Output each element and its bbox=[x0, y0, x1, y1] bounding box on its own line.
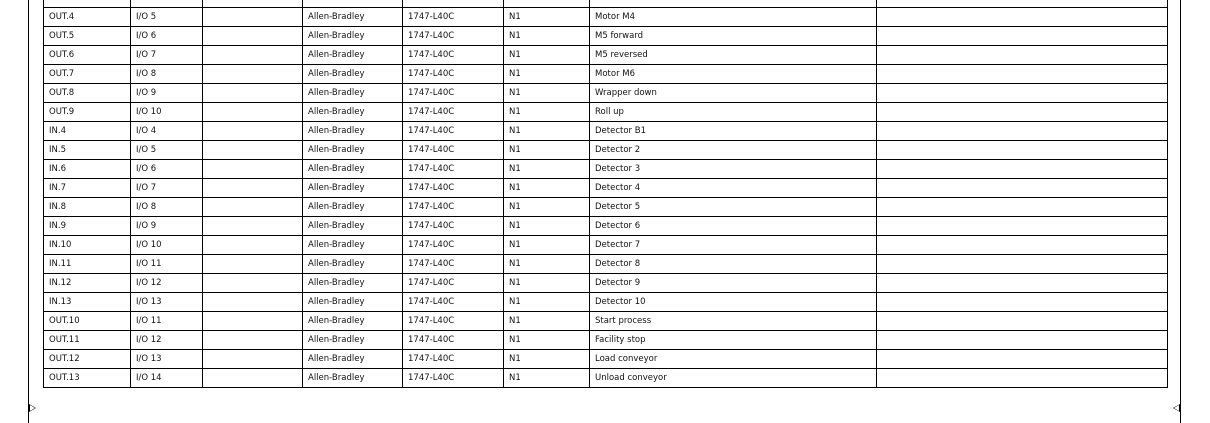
part-number-cell: 1747-L40C bbox=[403, 198, 504, 217]
blank-cell bbox=[203, 198, 303, 217]
blank-cell bbox=[203, 141, 303, 160]
io-point-cell: I/O 14 bbox=[131, 369, 203, 388]
vendor-cell: Allen-Bradley bbox=[303, 293, 403, 312]
blank-cell bbox=[877, 236, 1168, 255]
blank-cell bbox=[203, 160, 303, 179]
address-cell: OUT.7 bbox=[44, 65, 131, 84]
vendor-cell: Allen-Bradley bbox=[303, 274, 403, 293]
io-point-cell: I/O 13 bbox=[131, 350, 203, 369]
part-number-cell: 1747-L40C bbox=[403, 8, 504, 27]
address-cell: IN.12 bbox=[44, 274, 131, 293]
part-number-cell: 1747-L40C bbox=[403, 236, 504, 255]
io-assignment-table bbox=[43, 0, 1168, 388]
table-row bbox=[44, 293, 1168, 312]
io-point-cell: I/O 10 bbox=[131, 103, 203, 122]
io-point-cell: I/O 9 bbox=[131, 84, 203, 103]
blank-cell bbox=[877, 84, 1168, 103]
address-cell: IN.4 bbox=[44, 122, 131, 141]
vendor-cell: Allen-Bradley bbox=[303, 236, 403, 255]
description-cell: Detector 8 bbox=[590, 255, 877, 274]
description-cell: Detector 7 bbox=[590, 236, 877, 255]
vendor-cell: Allen-Bradley bbox=[303, 312, 403, 331]
vendor-cell: Allen-Bradley bbox=[303, 84, 403, 103]
table-row bbox=[44, 122, 1168, 141]
description-cell: Roll up bbox=[590, 103, 877, 122]
part-number-cell: 1747-L40C bbox=[403, 312, 504, 331]
address-cell: IN.6 bbox=[44, 160, 131, 179]
vendor-cell: Allen-Bradley bbox=[303, 160, 403, 179]
blank-cell bbox=[203, 350, 303, 369]
blank-cell bbox=[203, 84, 303, 103]
blank-cell bbox=[877, 103, 1168, 122]
blank-cell bbox=[877, 65, 1168, 84]
description-cell: Detector B1 bbox=[590, 122, 877, 141]
part-number-cell: 1747-L40C bbox=[403, 255, 504, 274]
blank-cell bbox=[877, 217, 1168, 236]
blank-cell bbox=[203, 217, 303, 236]
network-cell: N1 bbox=[504, 236, 590, 255]
blank-cell bbox=[877, 350, 1168, 369]
address-cell: IN.11 bbox=[44, 255, 131, 274]
address-cell: IN.10 bbox=[44, 236, 131, 255]
table-row bbox=[44, 350, 1168, 369]
network-cell: N1 bbox=[504, 369, 590, 388]
table-row bbox=[44, 369, 1168, 388]
table-row bbox=[44, 198, 1168, 217]
description-cell: Detector 2 bbox=[590, 141, 877, 160]
network-cell: N1 bbox=[504, 160, 590, 179]
io-point-cell: I/O 13 bbox=[131, 293, 203, 312]
description-cell: Detector 5 bbox=[590, 198, 877, 217]
part-number-cell: 1747-L40C bbox=[403, 331, 504, 350]
table-row bbox=[44, 312, 1168, 331]
address-cell: OUT.4 bbox=[44, 8, 131, 27]
network-cell: N1 bbox=[504, 46, 590, 65]
blank-cell bbox=[203, 0, 303, 8]
blank-cell bbox=[203, 312, 303, 331]
table-row bbox=[44, 274, 1168, 293]
table-row bbox=[44, 255, 1168, 274]
vendor-cell: Allen-Bradley bbox=[303, 65, 403, 84]
address-cell: IN.13 bbox=[44, 293, 131, 312]
part-number-cell: 1747-L40C bbox=[403, 141, 504, 160]
io-point-cell: I/O 5 bbox=[131, 141, 203, 160]
address-cell: IN.9 bbox=[44, 217, 131, 236]
blank-cell bbox=[203, 293, 303, 312]
network-cell: N1 bbox=[504, 293, 590, 312]
table-row bbox=[44, 46, 1168, 65]
description-cell: Start process bbox=[590, 312, 877, 331]
vendor-cell: Allen-Bradley bbox=[303, 331, 403, 350]
table-row bbox=[44, 331, 1168, 350]
part-number-cell: 1747-L40C bbox=[403, 65, 504, 84]
vendor-cell: Allen-Bradley bbox=[303, 8, 403, 27]
io-point-cell: I/O 12 bbox=[131, 274, 203, 293]
network-cell bbox=[504, 0, 590, 8]
part-number-cell: 1747-L40C bbox=[403, 217, 504, 236]
part-number-cell: 1747-L40C bbox=[403, 369, 504, 388]
network-cell: N1 bbox=[504, 179, 590, 198]
description-cell: Wrapper down bbox=[590, 84, 877, 103]
blank-cell bbox=[877, 179, 1168, 198]
io-point-cell: I/O 10 bbox=[131, 236, 203, 255]
address-cell bbox=[44, 0, 131, 8]
part-number-cell bbox=[403, 0, 504, 8]
io-point-cell: I/O 7 bbox=[131, 179, 203, 198]
description-cell: Facility stop bbox=[590, 331, 877, 350]
table-row bbox=[44, 27, 1168, 46]
address-cell: OUT.5 bbox=[44, 27, 131, 46]
blank-cell bbox=[877, 312, 1168, 331]
blank-cell bbox=[877, 27, 1168, 46]
io-point-cell: I/O 6 bbox=[131, 27, 203, 46]
blank-cell bbox=[877, 160, 1168, 179]
address-cell: OUT.8 bbox=[44, 84, 131, 103]
table-row bbox=[44, 0, 1168, 8]
part-number-cell: 1747-L40C bbox=[403, 293, 504, 312]
io-point-cell: I/O 12 bbox=[131, 331, 203, 350]
address-cell: IN.7 bbox=[44, 179, 131, 198]
blank-cell bbox=[877, 369, 1168, 388]
io-point-cell: I/O 4 bbox=[131, 122, 203, 141]
blank-cell bbox=[203, 65, 303, 84]
description-cell bbox=[590, 0, 877, 8]
network-cell: N1 bbox=[504, 255, 590, 274]
blank-cell bbox=[203, 331, 303, 350]
io-point-cell: I/O 8 bbox=[131, 65, 203, 84]
table-row bbox=[44, 236, 1168, 255]
part-number-cell: 1747-L40C bbox=[403, 274, 504, 293]
description-cell: Detector 10 bbox=[590, 293, 877, 312]
blank-cell bbox=[877, 122, 1168, 141]
address-cell: OUT.13 bbox=[44, 369, 131, 388]
description-cell: Detector 9 bbox=[590, 274, 877, 293]
io-point-cell: I/O 8 bbox=[131, 198, 203, 217]
network-cell: N1 bbox=[504, 198, 590, 217]
description-cell: M5 forward bbox=[590, 27, 877, 46]
vendor-cell: Allen-Bradley bbox=[303, 122, 403, 141]
vendor-cell: Allen-Bradley bbox=[303, 27, 403, 46]
description-cell: Detector 6 bbox=[590, 217, 877, 236]
network-cell: N1 bbox=[504, 8, 590, 27]
network-cell: N1 bbox=[504, 331, 590, 350]
blank-cell bbox=[203, 27, 303, 46]
io-point-cell: I/O 11 bbox=[131, 255, 203, 274]
blank-cell bbox=[203, 8, 303, 27]
description-cell: Detector 4 bbox=[590, 179, 877, 198]
io-point-cell: I/O 7 bbox=[131, 46, 203, 65]
description-cell: Detector 3 bbox=[590, 160, 877, 179]
address-cell: IN.5 bbox=[44, 141, 131, 160]
part-number-cell: 1747-L40C bbox=[403, 160, 504, 179]
page-border-left bbox=[28, 0, 29, 423]
description-cell: Load conveyor bbox=[590, 350, 877, 369]
table-row bbox=[44, 65, 1168, 84]
blank-cell bbox=[877, 0, 1168, 8]
table-row bbox=[44, 141, 1168, 160]
sheet-marker-right-icon bbox=[1173, 404, 1180, 412]
network-cell: N1 bbox=[504, 84, 590, 103]
vendor-cell: Allen-Bradley bbox=[303, 255, 403, 274]
network-cell: N1 bbox=[504, 350, 590, 369]
address-cell: OUT.11 bbox=[44, 331, 131, 350]
part-number-cell: 1747-L40C bbox=[403, 27, 504, 46]
table-row bbox=[44, 103, 1168, 122]
part-number-cell: 1747-L40C bbox=[403, 46, 504, 65]
blank-cell bbox=[877, 198, 1168, 217]
blank-cell bbox=[203, 274, 303, 293]
io-point-cell: I/O 6 bbox=[131, 160, 203, 179]
blank-cell bbox=[203, 255, 303, 274]
vendor-cell: Allen-Bradley bbox=[303, 369, 403, 388]
vendor-cell: Allen-Bradley bbox=[303, 46, 403, 65]
address-cell: OUT.10 bbox=[44, 312, 131, 331]
network-cell: N1 bbox=[504, 141, 590, 160]
network-cell: N1 bbox=[504, 217, 590, 236]
io-point-cell: I/O 11 bbox=[131, 312, 203, 331]
description-cell: Motor M6 bbox=[590, 65, 877, 84]
vendor-cell: Allen-Bradley bbox=[303, 350, 403, 369]
part-number-cell: 1747-L40C bbox=[403, 84, 504, 103]
page-border-right bbox=[1180, 0, 1181, 423]
part-number-cell: 1747-L40C bbox=[403, 179, 504, 198]
vendor-cell: Allen-Bradley bbox=[303, 103, 403, 122]
blank-cell bbox=[877, 46, 1168, 65]
table-row bbox=[44, 84, 1168, 103]
description-cell: Motor M4 bbox=[590, 8, 877, 27]
network-cell: N1 bbox=[504, 27, 590, 46]
description-cell: Unload conveyor bbox=[590, 369, 877, 388]
io-table-body bbox=[44, 0, 1168, 388]
blank-cell bbox=[877, 331, 1168, 350]
blank-cell bbox=[203, 103, 303, 122]
address-cell: OUT.6 bbox=[44, 46, 131, 65]
blank-cell bbox=[203, 46, 303, 65]
blank-cell bbox=[877, 8, 1168, 27]
blank-cell bbox=[203, 179, 303, 198]
part-number-cell: 1747-L40C bbox=[403, 103, 504, 122]
address-cell: OUT.12 bbox=[44, 350, 131, 369]
network-cell: N1 bbox=[504, 312, 590, 331]
address-cell: OUT.9 bbox=[44, 103, 131, 122]
table-row bbox=[44, 217, 1168, 236]
address-cell: IN.8 bbox=[44, 198, 131, 217]
vendor-cell: Allen-Bradley bbox=[303, 198, 403, 217]
blank-cell bbox=[203, 122, 303, 141]
network-cell: N1 bbox=[504, 103, 590, 122]
part-number-cell: 1747-L40C bbox=[403, 122, 504, 141]
blank-cell bbox=[203, 369, 303, 388]
blank-cell bbox=[877, 274, 1168, 293]
table-row bbox=[44, 179, 1168, 198]
table-row bbox=[44, 160, 1168, 179]
blank-cell bbox=[877, 141, 1168, 160]
blank-cell bbox=[877, 293, 1168, 312]
blank-cell bbox=[203, 236, 303, 255]
io-point-cell: I/O 5 bbox=[131, 8, 203, 27]
network-cell: N1 bbox=[504, 65, 590, 84]
network-cell: N1 bbox=[504, 274, 590, 293]
blank-cell bbox=[877, 255, 1168, 274]
io-point-cell: I/O 9 bbox=[131, 217, 203, 236]
description-cell: M5 reversed bbox=[590, 46, 877, 65]
network-cell: N1 bbox=[504, 122, 590, 141]
vendor-cell: Allen-Bradley bbox=[303, 141, 403, 160]
part-number-cell: 1747-L40C bbox=[403, 350, 504, 369]
table-row bbox=[44, 8, 1168, 27]
vendor-cell bbox=[303, 0, 403, 8]
sheet-marker-left-icon bbox=[29, 404, 36, 412]
io-point-cell bbox=[131, 0, 203, 8]
vendor-cell: Allen-Bradley bbox=[303, 217, 403, 236]
vendor-cell: Allen-Bradley bbox=[303, 179, 403, 198]
